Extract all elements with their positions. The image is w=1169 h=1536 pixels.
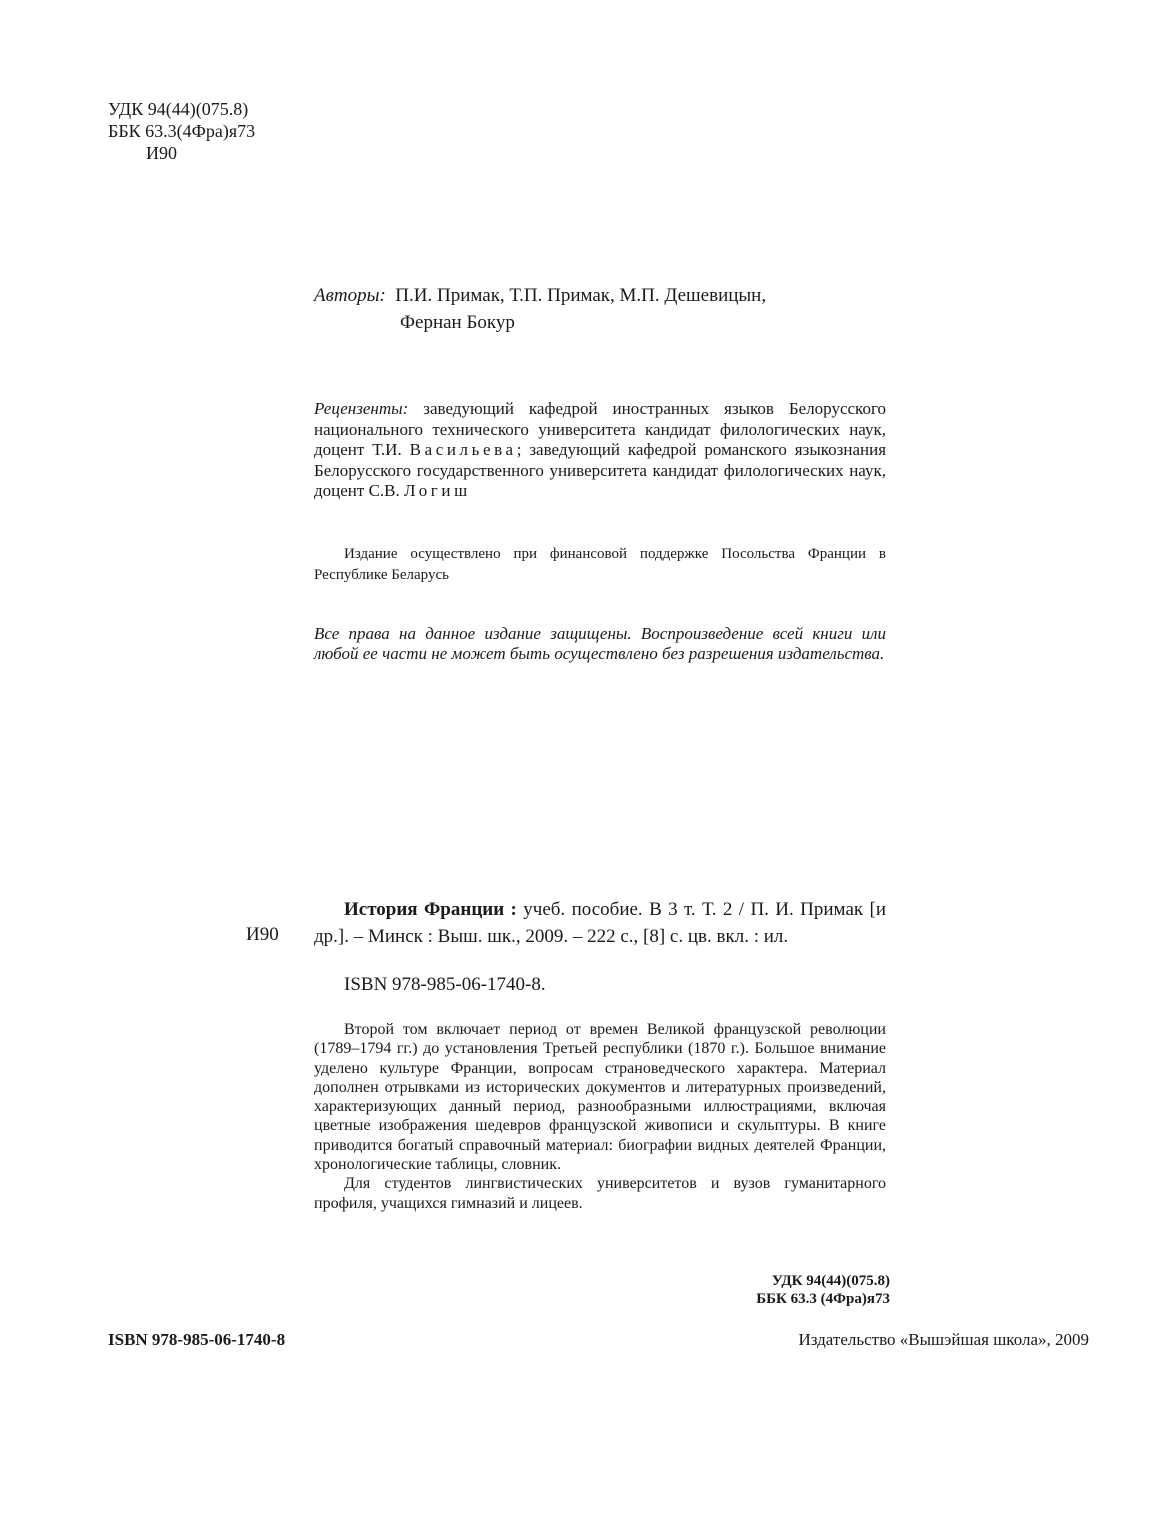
support-note: Издание осуществлено при финансовой поддержке Посольства Франции в Республике Беларусь: [314, 546, 886, 583]
annotation-paragraph-1: Второй том включает период от времен Великой французской революции (1789–1794 гг.) до установления Третьей республики (1870 г.). Большое внимание уделено культуре Франции, вопросам страноведческого характера. Материал дополнен отрывками из исторических документов и литературных произведений, характеризующих данный период, разнообразными иллюстрациями, включая цветные изображения шедевров французской живописи и скульптуры. В книге приводится богатый справочный материал: биографии видных деятелей Франции, хронологические таблицы, словник.: [314, 1021, 886, 1174]
udk-block-top: [108, 98, 255, 164]
udk-code-bottom: УДК 94(44)(075.8): [771, 1273, 890, 1289]
author-mark: И90: [146, 143, 177, 163]
reviewers-text2: ; заведующий кафедрой романского языкознания Белорусского государственного университета кандидат филологических наук, доцент С.В.: [314, 440, 887, 500]
annotation: [314, 1020, 886, 1213]
footer-isbn: ISBN 978-985-06-1740-8: [108, 1330, 286, 1349]
udk-code: УДК 94(44)(075.8): [108, 99, 249, 119]
book-title: История Франции :: [344, 899, 517, 920]
udk-block-bottom: [600, 1272, 890, 1308]
authors-label: Авторы:: [314, 285, 386, 306]
annotation-paragraph-2: Для студентов лингвистических университетов и вузов гуманитарного профиля, учащихся гимназий и лицеев.: [314, 1175, 886, 1212]
reviewers-text1: заведующий кафедрой иностранных языков Белорусского национального технического университета кандидат филологических наук, доцент Т.И.: [314, 399, 886, 459]
rights-note: Все права на данное издание защищены. Воспроизведение всей книги или любой ее части не может быть осуществлено без разрешения издательства.: [314, 624, 886, 663]
reviewers-label: Рецензенты:: [314, 399, 409, 418]
authors-line2: Фернан Бокур: [400, 312, 515, 333]
biblio-details: учеб. пособие. В 3 т. Т. 2 / П. И. Примак [и др.]. – Минск : Выш. шк., 2009. – 222 с., [8] с. цв. вкл. : ил.: [314, 899, 887, 947]
footer-publisher: Издательство «Вышэйшая школа», 2009: [798, 1330, 1089, 1349]
biblio-record: [314, 896, 886, 950]
bbk-code-bottom: ББК 63.3 (4Фра)я73: [756, 1291, 890, 1307]
reviewer2-name: Логиш: [404, 481, 471, 500]
biblio-isbn: ISBN 978-985-06-1740-8.: [344, 974, 546, 995]
authors-block: [314, 282, 914, 336]
reviewer1-name: Васильева: [409, 440, 517, 459]
biblio-author-mark: И90: [246, 924, 279, 945]
authors-line1: П.И. Примак, Т.П. Примак, М.П. Дешевицын,: [395, 285, 767, 306]
reviewers-block: [314, 399, 886, 502]
bbk-code: ББК 63.3(4Фра)я73: [108, 121, 256, 141]
